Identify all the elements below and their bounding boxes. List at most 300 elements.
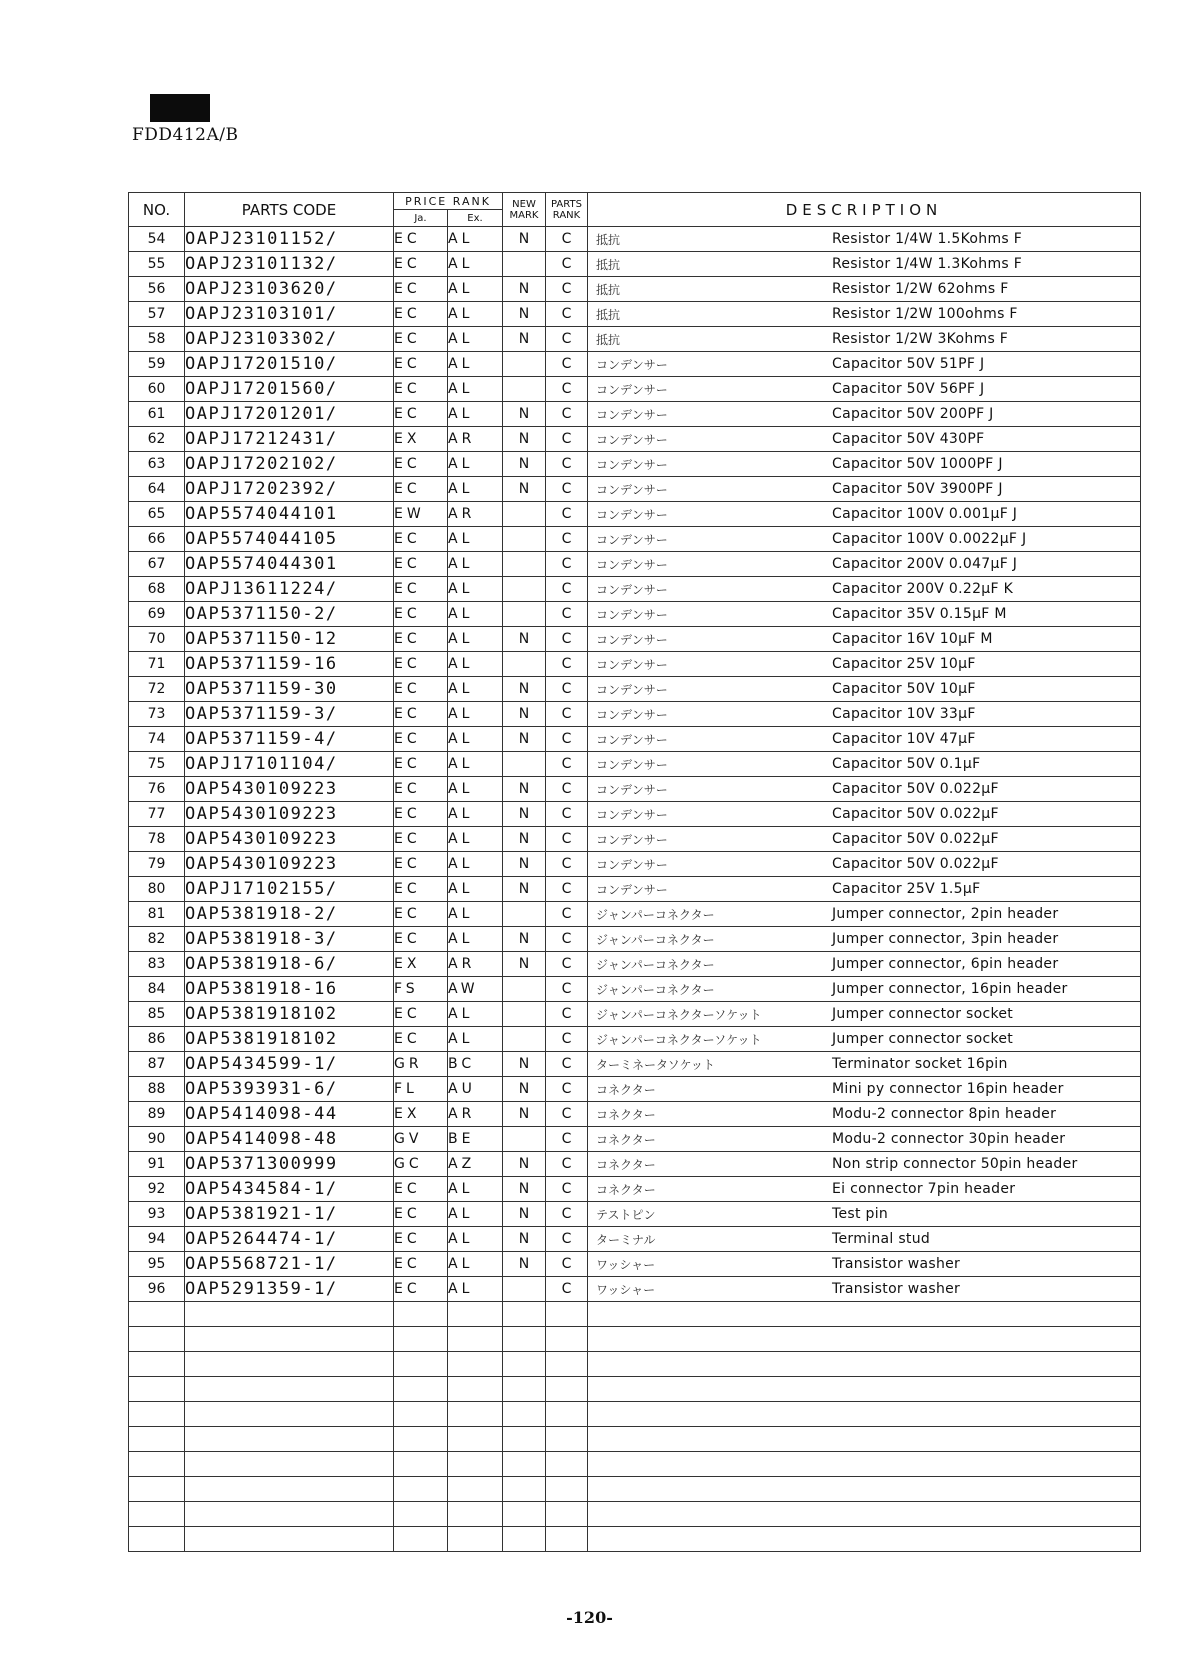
empty-cell [588,1452,1141,1477]
empty-cell [546,1427,588,1452]
new-mark [503,977,546,1002]
empty-cell [129,1402,185,1427]
parts-code: OAPJ17101104/ [185,752,394,777]
new-mark: N [503,277,546,302]
empty-table-row [129,1327,1141,1352]
empty-cell [185,1502,394,1527]
description [588,1027,1141,1052]
new-mark: N [503,227,546,252]
price-rank-ex: AL [448,777,503,802]
empty-cell [546,1352,588,1377]
price-rank-ex: AL [448,452,503,477]
header-new-mark-line2: MARK [509,209,539,221]
price-rank-ja: EC [394,477,448,502]
description-japanese: コンデンサー [596,457,668,472]
new-mark: N [503,302,546,327]
description-english: Terminator socket 16pin [832,1056,1008,1072]
price-rank-ja: EC [394,777,448,802]
parts-code: OAP5381918102 [185,1027,394,1052]
table-row [129,777,1141,802]
description-english: Capacitor 50V 0.022μF [832,856,999,872]
row-number: 95 [129,1252,185,1277]
new-mark [503,252,546,277]
description [588,952,1141,977]
description-english: Ei connector 7pin header [832,1181,1016,1197]
row-number: 82 [129,927,185,952]
price-rank-ja: EC [394,752,448,777]
price-rank-ex: AR [448,1102,503,1127]
logo-block [150,94,210,122]
new-mark: N [503,727,546,752]
description-japanese: ワッシャー [596,1282,656,1297]
price-rank-ja: EC [394,652,448,677]
row-number: 73 [129,702,185,727]
description [588,802,1141,827]
parts-code: OAP5381918-6/ [185,952,394,977]
parts-rank: C [546,452,588,477]
price-rank-ex: AL [448,302,503,327]
description-english: Capacitor 50V 56PF J [832,381,985,397]
description-japanese: コンデンサー [596,557,668,572]
parts-code: OAPJ17201560/ [185,377,394,402]
parts-code: OAP5430109223 [185,777,394,802]
row-number: 83 [129,952,185,977]
price-rank-ja: EC [394,252,448,277]
parts-rank: C [546,602,588,627]
description [588,852,1141,877]
description-japanese: コンデンサー [596,732,668,747]
description-japanese: 抵抗 [596,332,621,347]
new-mark: N [503,402,546,427]
new-mark [503,652,546,677]
empty-table-row [129,1427,1141,1452]
header-ja: Ja. [394,210,448,227]
table-row [129,1002,1141,1027]
price-rank-ja: EC [394,527,448,552]
price-rank-ex: AL [448,352,503,377]
row-number: 88 [129,1077,185,1102]
price-rank-ex: AW [448,977,503,1002]
price-rank-ex: AL [448,602,503,627]
row-number: 54 [129,227,185,252]
parts-rank: C [546,1277,588,1302]
empty-cell [448,1427,503,1452]
header-parts-rank-line2: RANK [552,209,581,221]
parts-code: OAP5430109223 [185,827,394,852]
new-mark: N [503,1102,546,1127]
row-number: 60 [129,377,185,402]
empty-cell [185,1527,394,1552]
parts-rank: C [546,427,588,452]
description-english: Jumper connector, 16pin header [832,981,1068,997]
header-description: DESCRIPTION [588,193,1141,227]
new-mark: N [503,1052,546,1077]
description [588,627,1141,652]
empty-cell [503,1527,546,1552]
description [588,827,1141,852]
table-row [129,802,1141,827]
description-japanese: コンデンサー [596,507,668,522]
new-mark: N [503,327,546,352]
description-japanese: コネクター [596,1182,656,1197]
empty-cell [588,1402,1141,1427]
new-mark: N [503,927,546,952]
row-number: 79 [129,852,185,877]
description [588,352,1141,377]
empty-cell [448,1402,503,1427]
price-rank-ex: AL [448,1252,503,1277]
row-number: 93 [129,1202,185,1227]
description-english: Capacitor 25V 1.5μF [832,881,981,897]
price-rank-ja: EX [394,952,448,977]
price-rank-ja: GC [394,1152,448,1177]
price-rank-ja: EC [394,927,448,952]
parts-rank: C [546,402,588,427]
price-rank-ex: BC [448,1052,503,1077]
description-japanese: 抵抗 [596,282,621,297]
empty-cell [546,1527,588,1552]
description [588,777,1141,802]
description [588,702,1141,727]
table-row [129,952,1141,977]
empty-cell [448,1377,503,1402]
row-number: 81 [129,902,185,927]
description [588,1102,1141,1127]
description-english: Resistor 1/2W 3Kohms F [832,331,1009,347]
description-japanese: コンデンサー [596,657,668,672]
price-rank-ex: AL [448,1027,503,1052]
parts-code: OAP5381918102 [185,1002,394,1027]
description [588,902,1141,927]
empty-cell [185,1477,394,1502]
table-row [129,227,1141,252]
row-number: 57 [129,302,185,327]
description-japanese: コンデンサー [596,857,668,872]
price-rank-ex: AL [448,477,503,502]
parts-rank: C [546,777,588,802]
table-row [129,1227,1141,1252]
description-english: Transistor washer [832,1256,961,1272]
empty-cell [546,1502,588,1527]
price-rank-ex: AL [448,377,503,402]
new-mark [503,1277,546,1302]
price-rank-ja: EC [394,227,448,252]
empty-cell [394,1402,448,1427]
description-japanese: ターミナル [596,1232,656,1247]
empty-cell [129,1377,185,1402]
empty-cell [185,1302,394,1327]
description-english: Jumper connector socket [832,1031,1014,1047]
price-rank-ja: EC [394,452,448,477]
parts-rank: C [546,1052,588,1077]
empty-cell [588,1327,1141,1352]
description-english: Capacitor 50V 0.022μF [832,806,999,822]
description-english: Test pin [832,1206,889,1222]
parts-code: OAPJ23103302/ [185,327,394,352]
new-mark [503,1027,546,1052]
parts-code: OAP5381921-1/ [185,1202,394,1227]
parts-rank: C [546,377,588,402]
parts-code: OAPJ13611224/ [185,577,394,602]
price-rank-ex: AZ [448,1152,503,1177]
empty-cell [394,1502,448,1527]
empty-cell [448,1452,503,1477]
price-rank-ja: EC [394,1027,448,1052]
description [588,1227,1141,1252]
parts-rank: C [546,927,588,952]
description [588,1252,1141,1277]
empty-cell [129,1477,185,1502]
row-number: 89 [129,1102,185,1127]
description-japanese: コンデンサー [596,532,668,547]
price-rank-ja: EC [394,727,448,752]
empty-cell [503,1452,546,1477]
row-number: 94 [129,1227,185,1252]
empty-cell [588,1427,1141,1452]
table-row [129,277,1141,302]
table-row [129,752,1141,777]
parts-rank: C [546,827,588,852]
parts-code: OAPJ17201201/ [185,402,394,427]
parts-code: OAPJ17201510/ [185,352,394,377]
description-japanese: ジャンパーコネクター [596,957,715,972]
empty-cell [503,1427,546,1452]
empty-cell [129,1452,185,1477]
description-japanese: コネクター [596,1082,656,1097]
row-number: 72 [129,677,185,702]
price-rank-ex: AL [448,552,503,577]
header-parts-rank [546,193,588,227]
price-rank-ja: EX [394,1102,448,1127]
parts-rank: C [546,1202,588,1227]
table-row [129,727,1141,752]
empty-cell [129,1427,185,1452]
description-english: Capacitor 50V 10μF [832,681,976,697]
empty-cell [546,1452,588,1477]
description-english: Modu-2 connector 30pin header [832,1131,1066,1147]
price-rank-ex: AL [448,877,503,902]
description-japanese: ジャンパーコネクター [596,932,715,947]
new-mark: N [503,1077,546,1102]
parts-rank: C [546,1002,588,1027]
price-rank-ja: EC [394,877,448,902]
description [588,452,1141,477]
description-english: Transistor washer [832,1281,961,1297]
parts-code: OAP5574044101 [185,502,394,527]
parts-code: OAP5371159-4/ [185,727,394,752]
price-rank-ja: EC [394,1277,448,1302]
empty-cell [394,1527,448,1552]
table-row [129,327,1141,352]
description-japanese: コネクター [596,1157,656,1172]
description-japanese: コンデンサー [596,382,668,397]
price-rank-ex: AL [448,402,503,427]
table-row [129,652,1141,677]
price-rank-ex: AL [448,902,503,927]
description [588,577,1141,602]
description-english: Capacitor 10V 47μF [832,731,976,747]
empty-cell [185,1427,394,1452]
parts-code: OAPJ23101152/ [185,227,394,252]
description-japanese: コンデンサー [596,707,668,722]
price-rank-ja: EW [394,502,448,527]
empty-cell [129,1352,185,1377]
empty-cell [185,1377,394,1402]
new-mark: N [503,777,546,802]
price-rank-ja: GV [394,1127,448,1152]
row-number: 91 [129,1152,185,1177]
new-mark: N [503,1202,546,1227]
price-rank-ex: AL [448,752,503,777]
empty-cell [448,1502,503,1527]
parts-rank: C [546,902,588,927]
parts-code: OAP5434584-1/ [185,1177,394,1202]
row-number: 68 [129,577,185,602]
price-rank-ex: AL [448,1277,503,1302]
description-english: Jumper connector, 3pin header [832,931,1059,947]
row-number: 84 [129,977,185,1002]
description-english: Capacitor 50V 430PF [832,431,985,447]
parts-code: OAP5371300999 [185,1152,394,1177]
new-mark: N [503,877,546,902]
description-english: Mini py connector 16pin header [832,1081,1064,1097]
new-mark: N [503,852,546,877]
description-japanese: ジャンパーコネクター [596,982,715,997]
table-row [129,477,1141,502]
row-number: 62 [129,427,185,452]
table-row [129,1177,1141,1202]
new-mark [503,352,546,377]
description-english: Capacitor 50V 1000PF J [832,456,1003,472]
model-title: FDD412A/B [132,125,239,145]
description-japanese: コンデンサー [596,782,668,797]
parts-code: OAP5414098-44 [185,1102,394,1127]
row-number: 61 [129,402,185,427]
empty-cell [185,1352,394,1377]
parts-code: OAPJ17202102/ [185,452,394,477]
price-rank-ex: AL [448,727,503,752]
description-japanese: コンデンサー [596,682,668,697]
empty-table-row [129,1377,1141,1402]
empty-cell [185,1402,394,1427]
description [588,927,1141,952]
description-japanese: コネクター [596,1107,656,1122]
new-mark [503,527,546,552]
table-row [129,1027,1141,1052]
description-japanese: テストピン [596,1207,656,1222]
description-japanese: ジャンパーコネクター [596,907,715,922]
new-mark: N [503,1177,546,1202]
table-row [129,827,1141,852]
table-row [129,1052,1141,1077]
description-japanese: ジャンパーコネクターソケット [596,1007,762,1022]
price-rank-ex: AL [448,577,503,602]
parts-rank: C [546,702,588,727]
description-english: Capacitor 25V 10μF [832,656,976,672]
table-row [129,852,1141,877]
table-row [129,927,1141,952]
description [588,527,1141,552]
price-rank-ex: AL [448,277,503,302]
description [588,227,1141,252]
empty-cell [588,1477,1141,1502]
description [588,752,1141,777]
parts-rank: C [546,1252,588,1277]
price-rank-ex: AL [448,1202,503,1227]
empty-cell [546,1302,588,1327]
table-row [129,1127,1141,1152]
row-number: 66 [129,527,185,552]
description-japanese: コンデンサー [596,882,668,897]
description-english: Capacitor 50V 0.022μF [832,831,999,847]
empty-cell [448,1477,503,1502]
parts-code: OAP5430109223 [185,852,394,877]
empty-cell [588,1502,1141,1527]
parts-rank: C [546,252,588,277]
parts-rank: C [546,1102,588,1127]
new-mark [503,902,546,927]
header-parts-code: PARTS CODE [185,193,394,227]
empty-cell [129,1527,185,1552]
empty-cell [448,1352,503,1377]
parts-rank: C [546,577,588,602]
row-number: 87 [129,1052,185,1077]
new-mark [503,577,546,602]
table-row [129,502,1141,527]
parts-rank: C [546,1152,588,1177]
description-japanese: ワッシャー [596,1257,656,1272]
parts-rank: C [546,652,588,677]
description [588,977,1141,1002]
price-rank-ex: AU [448,1077,503,1102]
new-mark [503,1002,546,1027]
empty-table-row [129,1527,1141,1552]
price-rank-ja: EX [394,427,448,452]
parts-code: OAP5574044301 [185,552,394,577]
header-price-rank: PRICE RANK [394,193,503,210]
price-rank-ja: EC [394,552,448,577]
description [588,502,1141,527]
description-english: Non strip connector 50pin header [832,1156,1078,1172]
price-rank-ja: FL [394,1077,448,1102]
parts-code: OAPJ23103620/ [185,277,394,302]
price-rank-ja: EC [394,377,448,402]
description-english: Resistor 1/2W 100ohms F [832,306,1018,322]
table-row [129,702,1141,727]
table-row [129,977,1141,1002]
empty-cell [394,1452,448,1477]
table-row [129,1102,1141,1127]
table-row [129,252,1141,277]
description [588,252,1141,277]
new-mark: N [503,802,546,827]
new-mark: N [503,1252,546,1277]
row-number: 78 [129,827,185,852]
empty-table-row [129,1352,1141,1377]
row-number: 90 [129,1127,185,1152]
empty-cell [394,1477,448,1502]
new-mark [503,602,546,627]
description-english: Capacitor 50V 3900PF J [832,481,1003,497]
table-row [129,552,1141,577]
empty-cell [129,1302,185,1327]
description-english: Capacitor 50V 0.022μF [832,781,999,797]
price-rank-ex: AR [448,952,503,977]
description-japanese: コンデンサー [596,357,668,372]
price-rank-ex: AL [448,702,503,727]
new-mark [503,1127,546,1152]
parts-table-body [129,227,1141,1552]
